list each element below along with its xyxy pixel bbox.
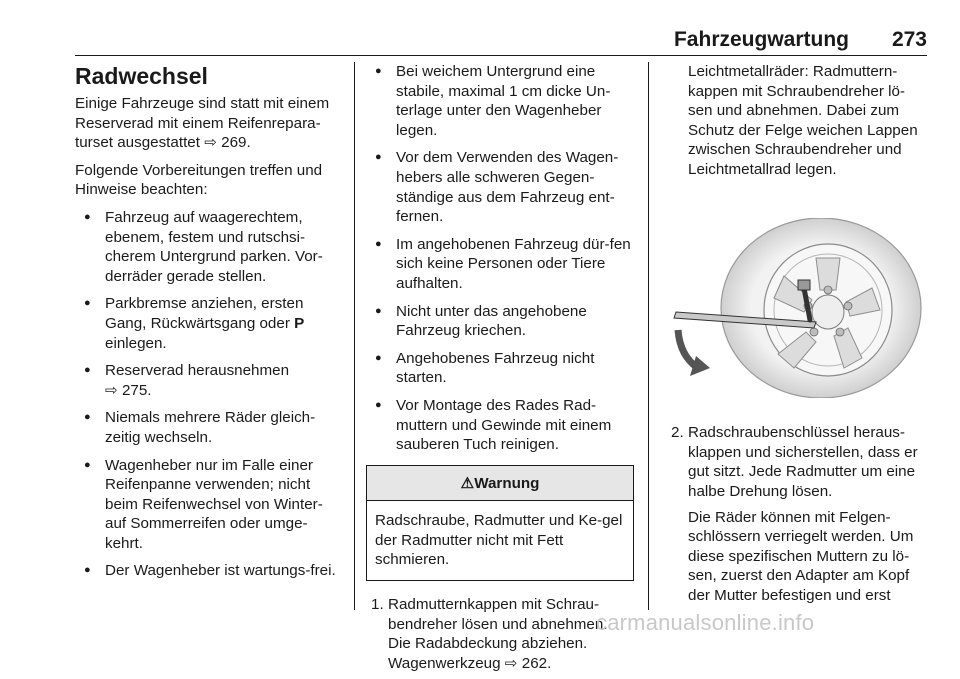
step-text: Radmutternkappen mit Schrau-bendreher lösen und abnehmen. Die Radabdeckung abziehen. Wagenwerkzeug [388, 596, 608, 672]
header-title: Fahrzeugwartung [673, 28, 849, 51]
list-item: ● Parkbremse anziehen, ersten Gang, Rückwärtsgang oder P einlegen. [75, 294, 343, 353]
list-item: ● Reserverad herausnehmen ⇨ 275. [75, 361, 343, 400]
step-2-continuation: Die Räder können mit Felgen-schlössern verriegelt werden. Um diese spezifischen Muttern zu lö-sen, zuerst den Adapter am Kopf der Mutter befestigen und erst [688, 508, 914, 604]
intro-text: Einige Fahrzeuge sind statt mit einem Reserverad mit einem Reifenrepara-turset ausgestattet [75, 95, 330, 152]
step-number: 2. [671, 424, 684, 442]
list-item: ● Vor Montage des Rades Rad-muttern und Gewinde mit einem sauberen Tuch reinigen. [366, 396, 634, 455]
step-1 [366, 595, 634, 673]
warning-box [366, 465, 634, 581]
list-item: ● Bei weichem Untergrund eine stabile, maximal 1 cm dicke Un-terlage unter den Wagenheber legen. [366, 62, 634, 140]
column-right [666, 62, 928, 606]
column-middle [366, 62, 634, 679]
warning-header [367, 466, 633, 502]
step-text: Radschraubenschlüssel heraus-klappen und sicherstellen, dass er gut sitzt. Jede Radmutter um eine halbe Drehung lösen. [688, 424, 918, 500]
page-reference[interactable]: ⇨ 275. [105, 381, 152, 399]
wheel-illustration [666, 218, 928, 398]
wheel-hub [812, 295, 844, 329]
column-divider [354, 62, 355, 610]
list-item: ● Im angehobenen Fahrzeug dür-fen sich keine Personen oder Tiere aufhalten. [366, 235, 634, 294]
reference-arrow-icon: ⇨ [105, 381, 118, 399]
page-reference[interactable]: ⇨ 262. [504, 654, 552, 672]
section-heading: Radwechsel [75, 63, 208, 89]
reference-arrow-icon: ⇨ [204, 134, 217, 152]
column-left [75, 62, 343, 589]
safety-list [366, 62, 634, 455]
gear-label: P [294, 314, 305, 332]
warning-title: Warnung [474, 474, 540, 492]
watermark: carmanualsonline.info [596, 610, 815, 635]
page-number: 273 [891, 28, 927, 51]
list-item: ● Wagenheber nur im Falle einer Reifenpanne verwenden; nicht beim Reifenwechsel von Winter-auf Sommerreifen oder umge-kehrt. [75, 456, 343, 554]
intro-paragraph [75, 94, 343, 153]
step-2 [666, 423, 928, 501]
reference-arrow-icon: ⇨ [504, 654, 518, 672]
page-reference[interactable]: ⇨ 269. [204, 134, 251, 152]
list-item: ● Der Wagenheber ist wartungs-frei. [75, 561, 343, 581]
step-1-continuation: Leichtmetallräder: Radmuttern-kappen mit Schraubendreher lö-sen und abnehmen. Dabei zum Schutz der Felge weichen Lappen zwischen Schraubendreher und Leichtmetallrad legen. [688, 63, 918, 178]
warning-triangle-icon: ⚠ [460, 474, 475, 492]
list-item: ● Nicht unter das angehobene Fahrzeug kriechen. [366, 302, 634, 341]
step-number: 1. [371, 596, 384, 614]
preparation-list [75, 208, 343, 581]
list-item: ● Fahrzeug auf waagerechtem, ebenem, festem und rutschsi-cherem Untergrund parken. Vor-derräder gerade stellen. [75, 208, 343, 286]
list-item: ● Niemals mehrere Räder gleich-zeitig wechseln. [75, 408, 343, 447]
column-divider [648, 62, 649, 610]
list-item: ● Angehobenes Fahrzeug nicht starten. [366, 349, 634, 388]
page-header [75, 25, 927, 56]
warning-body: Radschraube, Radmutter und Ke-gel der Radmutter nicht mit Fett schmieren. [375, 512, 623, 569]
instructions-paragraph: Folgende Vorbereitungen treffen und Hinweise beachten: [75, 161, 323, 199]
list-item: ● Vor dem Verwenden des Wagen-hebers alle schweren Gegen-ständige aus dem Fahrzeug ent-fernen. [366, 148, 634, 226]
